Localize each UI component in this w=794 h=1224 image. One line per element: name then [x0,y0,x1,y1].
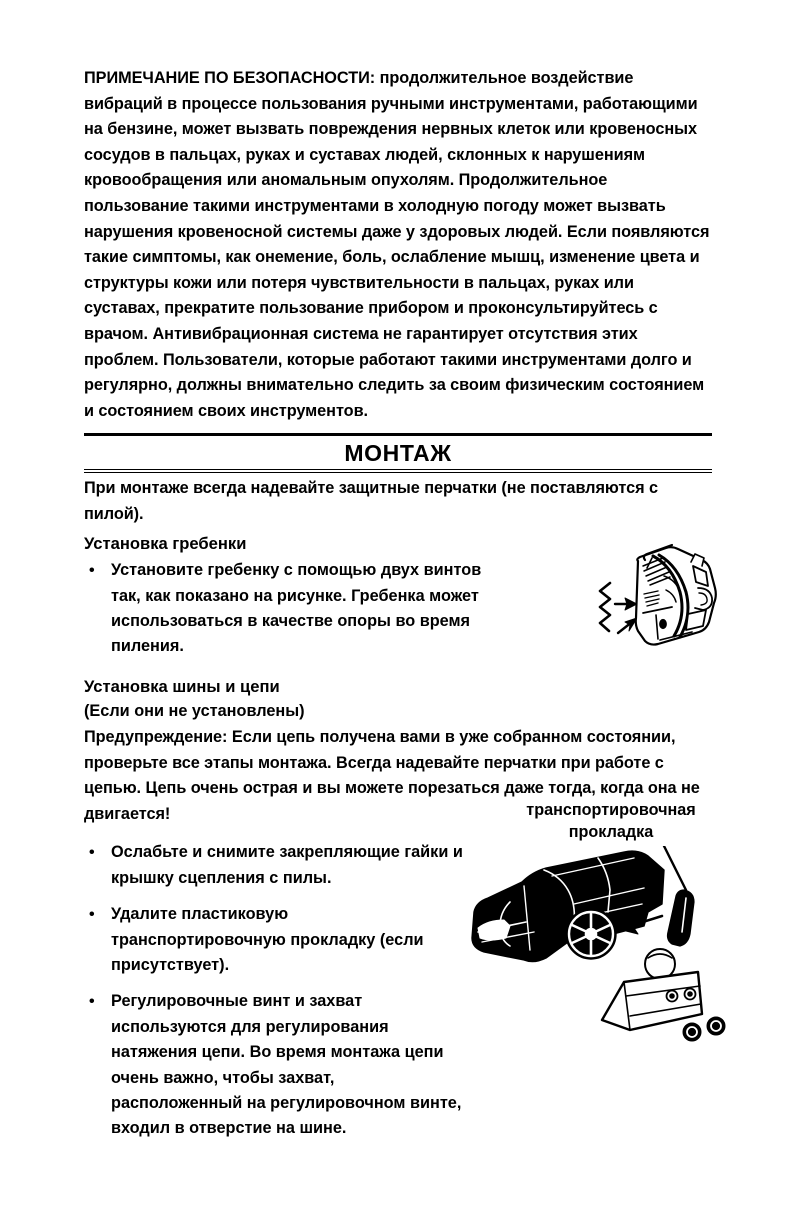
list-item-text: Установите гребенку с помощью двух винтов так, как показано на рисунке. Гребенка может использоваться в качестве опоры во время пиления. [111,561,482,656]
section-rule-bottom [84,469,712,473]
bar-chain-subnote: (Если они не установлены) [84,702,305,721]
heading-bumper-install: Установка гребенки [84,533,247,553]
figure-caption-line-2: прокладка [568,823,654,841]
list-item [84,840,463,891]
list-item-text: Удалите пластиковую транспортировочную прокладку (если присутствует). [111,905,424,974]
safety-note-body: продолжительное воздействие вибраций в процессе пользования ручными инструментами, работающими на бензине, может вызвать повреждения нервных клеток или кровеносных сосудов в пальцах, руках и суставах людей, склонных к нарушениям кровообращения или аномальным опухолям. Продолжительное пользование такими инструментами в холодную погоду может вызвать нарушения кровеносной системы даже у здоровых людей. Если появляются такие симптомы, как онемение, боль, ослабление мышц, изменение цвета и структуры кожи или потеря чувствительности в пальцах, руках или суставах, прекратите пользование прибором и проконсультируйтесь с врачом. Антивибрационная система не гарантирует отсутствия этих проблем. Пользователи, которые работают такими инструментами долго и регулярно, должны внимательно следить за своим физическим состоянием и состоянием своих инструментов. [84,69,710,420]
list-item [84,558,509,660]
bullet-icon: • [89,562,95,580]
chainsaw-bumper-spike-illustration [596,536,736,656]
safety-note-paragraph [84,66,712,424]
list-item [84,989,463,1141]
bullet-icon: • [89,844,95,862]
list-item [84,902,463,978]
warning-label: Предупреждение: [84,727,228,746]
safety-note-label: ПРИМЕЧАНИЕ ПО БЕЗОПАСНОСТИ: [84,69,376,87]
warning-text: Если цепь получена вами в уже собранном состоянии, проверьте все этапы монтажа. Всегда надевайте перчатки при работе с цепью. Цепь очень острая и вы можете порезаться даже тогда, когда она не двигается! [84,727,700,823]
bullet-icon: • [89,906,95,924]
bullet-icon: • [89,993,95,1011]
intro-spacer [84,424,712,433]
figure-caption-line-1: транспортировочная [526,801,696,819]
figure-caption-shipping-spacer [496,799,726,843]
heading-bar-chain-install: Установка шины и цепи [84,676,280,696]
section-intro-text: При монтаже всегда надевайте защитные перчатки (не поставляются с пилой). [84,479,659,523]
section-title-montazh: МОНТАЖ [344,440,452,467]
chainsaw-clutch-cover-illustration [448,846,734,1056]
list-item-text: Ослабьте и снимите закрепляющие гайки и крышку сцепления с пилы. [111,843,463,887]
list-item-text: Регулировочные винт и захват используются для регулирования натяжения цепи. Во время монтажа цепи очень важно, чтобы захват, расположенный на регулировочном винте, входил в отверстие на шине. [111,992,462,1138]
